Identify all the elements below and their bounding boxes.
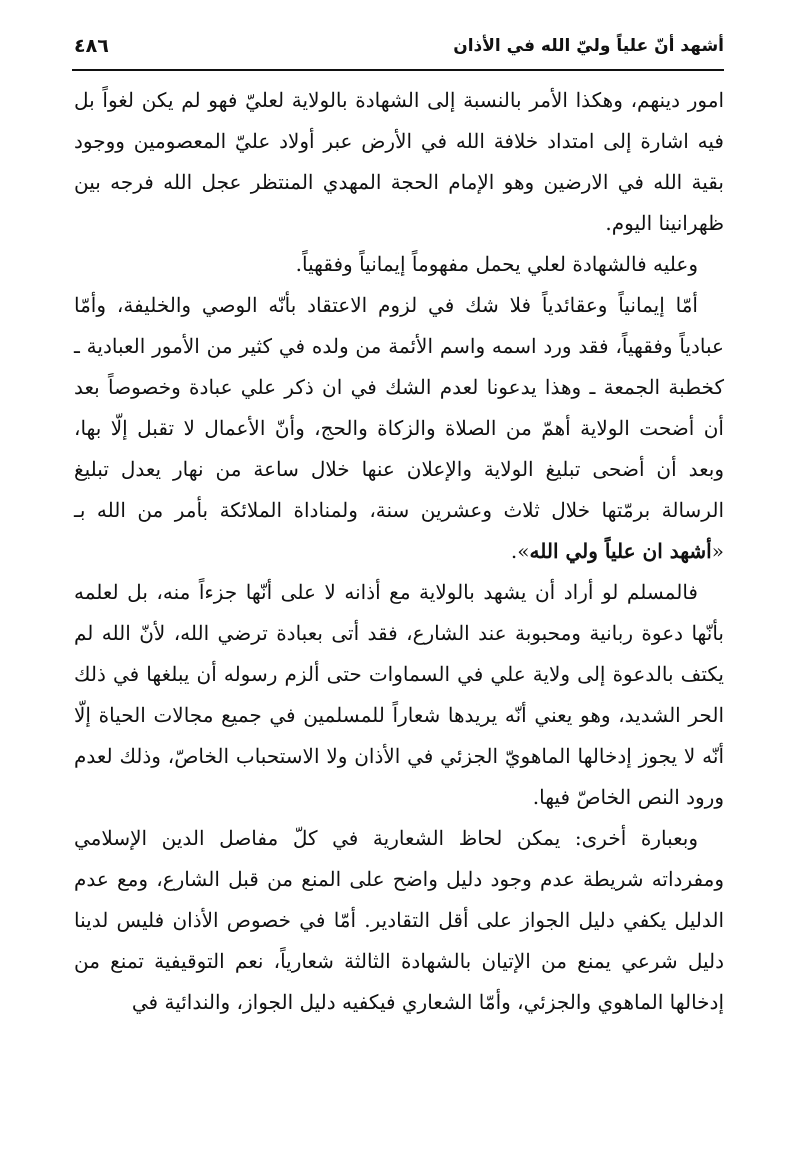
paragraph-1: امور دينهم، وهكذا الأمر بالنسبة إلى الشهادة بالولاية لعليّ فهو لم يكن لغواً بل فيه اشارة إلى امتداد خلافة الله في الأرض عبر أولاد عليّ المعصومين ووجود بقية الله في الارضين وهو الإمام الحجة المهدي المنتظر عجل الله فرجه بين ظهرانينا اليوم. [74,88,724,235]
page-number: ٤٨٦ [74,35,109,57]
paragraph-3 [74,285,724,572]
header-rule [72,69,724,71]
paragraph-3-end: ». [510,539,530,563]
shahada-quote: أشهد ان علياً ولي الله [529,539,712,563]
body-text [74,80,724,1023]
paragraph-5: وبعبارة أخرى: يمكن لحاظ الشعارية في كلّ مفاصل الدين الإسلامي ومفرداته شريطة عدم وجود دليل واضح على المنع من قبل الشارع، ومع عدم الدليل يكفي دليل الجواز على أقل التقادير. أمّا في خصوص الأذان فليس لدينا دليل شرعي يمنع من الإتيان بالشهادة الثالثة شعارياً، نعم التوقيفية تمنع من إدخالها الماهوي والجزئي، وأمّا الشعاري فيكفيه دليل الجواز، والندائية في [74,826,724,1014]
running-title: أشهد أنّ علياً وليّ الله في الأذان [453,36,724,56]
running-head [74,26,724,66]
paragraph-4: فالمسلم لو أراد أن يشهد بالولاية مع أذانه لا على أنّها جزءاً منه، بل لعلمه بأنّها دعوة ربانية ومحبوبة عند الشارع، فقد أتى بعبادة ترضي الله، لأنّ الله لم يكتف بالدعوة إلى ولاية علي في السماوات حتى ألزم رسوله أن يبلغها في ذلك الحر الشديد، وهو يعني أنّه يريدها شعاراً للمسلمين في جميع مجالات الحياة إلّا أنّه لا يجوز إدخالها الماهويّ الجزئي في الأذان ولا الاستحباب الخاصّ، وذلك لعدم ورود النص الخاصّ فيها. [74,580,724,809]
paragraph-2: وعليه فالشهادة لعلي يحمل مفهوماً إيمانياً وفقهياً. [295,252,698,276]
paragraph-3-text: أمّا إيمانياً وعقائدياً فلا شك في لزوم الاعتقاد بأنّه الوصي والخليفة، وأمّا عبادياً وفقهياً، فقد ورد اسمه واسم الأئمة من ولده في كثير من الأمور العبادية ـ كخطبة الجمعة ـ وهذا يدعونا لعدم الشك في ان ذكر علي عبادة وخصوصاً بعد أن أضحت الولاية أهمّ من الصلاة والزكاة والحج، وأنّ الأعمال لا تقبل إلّا بها، وبعد أن أضحى تبليغ الولاية والإعلان عنها خلال ساعة من نهار يعدل تبليغ الرسالة برمّتها خلال ثلاث وعشرين سنة، ولمناداة الملائكة بأمر من الله بـ « [74,293,724,563]
